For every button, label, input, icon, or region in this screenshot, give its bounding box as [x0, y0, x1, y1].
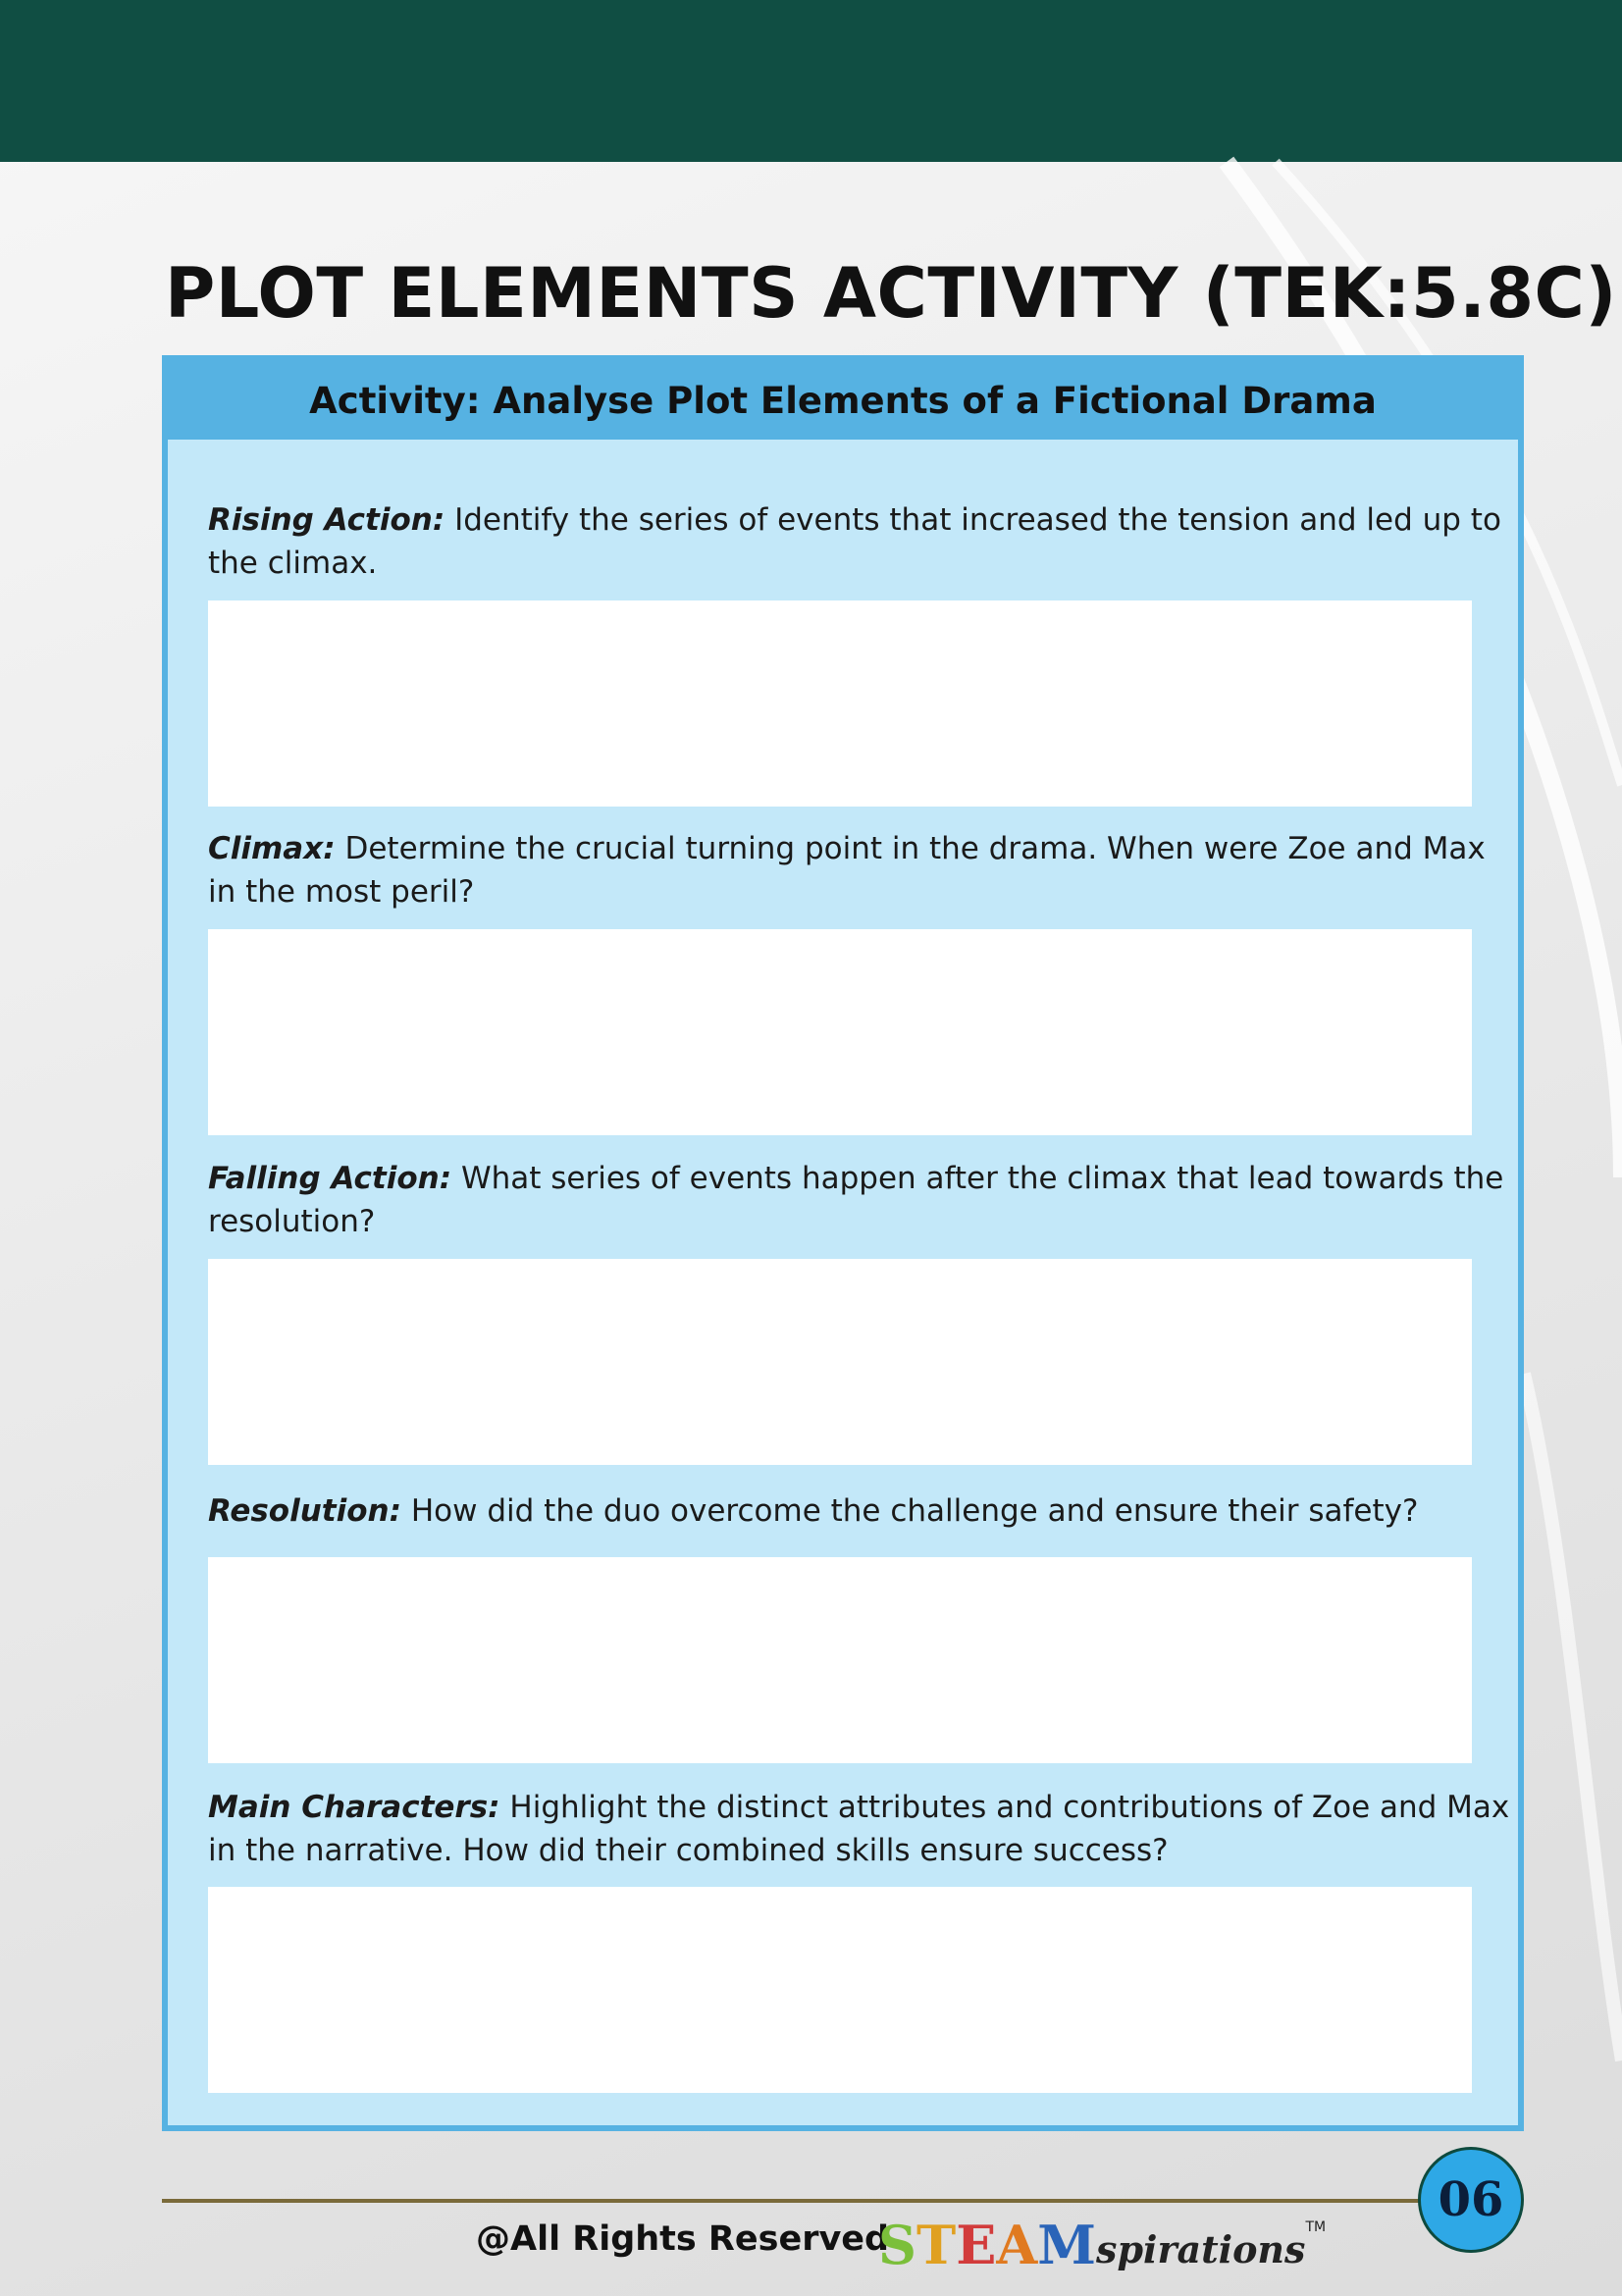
question-falling-action [208, 1157, 1513, 1243]
page-number-badge: 06 [1418, 2147, 1524, 2253]
footer-divider [162, 2199, 1457, 2203]
question-text: Determine the crucial turning point in the drama. When were Zoe and Max in the most peril? [208, 831, 1486, 910]
logo-wordmark: spirations [1096, 2227, 1306, 2271]
answer-box-rising-action[interactable] [208, 600, 1472, 807]
top-header-band [0, 0, 1622, 162]
question-label: Rising Action: [208, 502, 445, 538]
steamspirations-logo [878, 2206, 1326, 2274]
logo-letter-t: T [916, 2214, 957, 2276]
question-climax [208, 827, 1513, 913]
question-text: What series of events happen after the climax that lead towards the resolution? [208, 1161, 1504, 1239]
rights-reserved-text: @All Rights Reserved [476, 2219, 890, 2259]
question-text: How did the duo overcome the challenge and ensure their safety? [401, 1493, 1419, 1529]
question-main-characters [208, 1786, 1513, 1872]
question-text: Identify the series of events that increased the tension and led up to the climax. [208, 502, 1501, 581]
question-text: Highlight the distinct attributes and contributions of Zoe and Max in the narrative. How did their combined skills ensure success? [208, 1790, 1510, 1868]
logo-letter-e: E [956, 2214, 997, 2276]
answer-box-main-characters[interactable] [208, 1887, 1472, 2093]
question-rising-action [208, 498, 1513, 585]
page-title: PLOT ELEMENTS ACTIVITY (TEK:5.8C) [165, 253, 1617, 334]
activity-card [162, 355, 1524, 2131]
answer-box-climax[interactable] [208, 929, 1472, 1135]
question-resolution [208, 1489, 1513, 1533]
logo-letter-a: A [996, 2214, 1038, 2276]
question-label: Climax: [208, 831, 336, 866]
logo-letter-s: S [878, 2214, 916, 2276]
question-label: Falling Action: [208, 1161, 452, 1196]
answer-box-falling-action[interactable] [208, 1259, 1472, 1465]
answer-box-resolution[interactable] [208, 1557, 1472, 1763]
question-label: Resolution: [208, 1493, 402, 1529]
question-label: Main Characters: [208, 1790, 500, 1825]
activity-header: Activity: Analyse Plot Elements of a Fictional Drama [168, 361, 1518, 440]
logo-letter-m: M [1037, 2214, 1097, 2276]
trademark-mark: TM [1305, 2219, 1327, 2235]
